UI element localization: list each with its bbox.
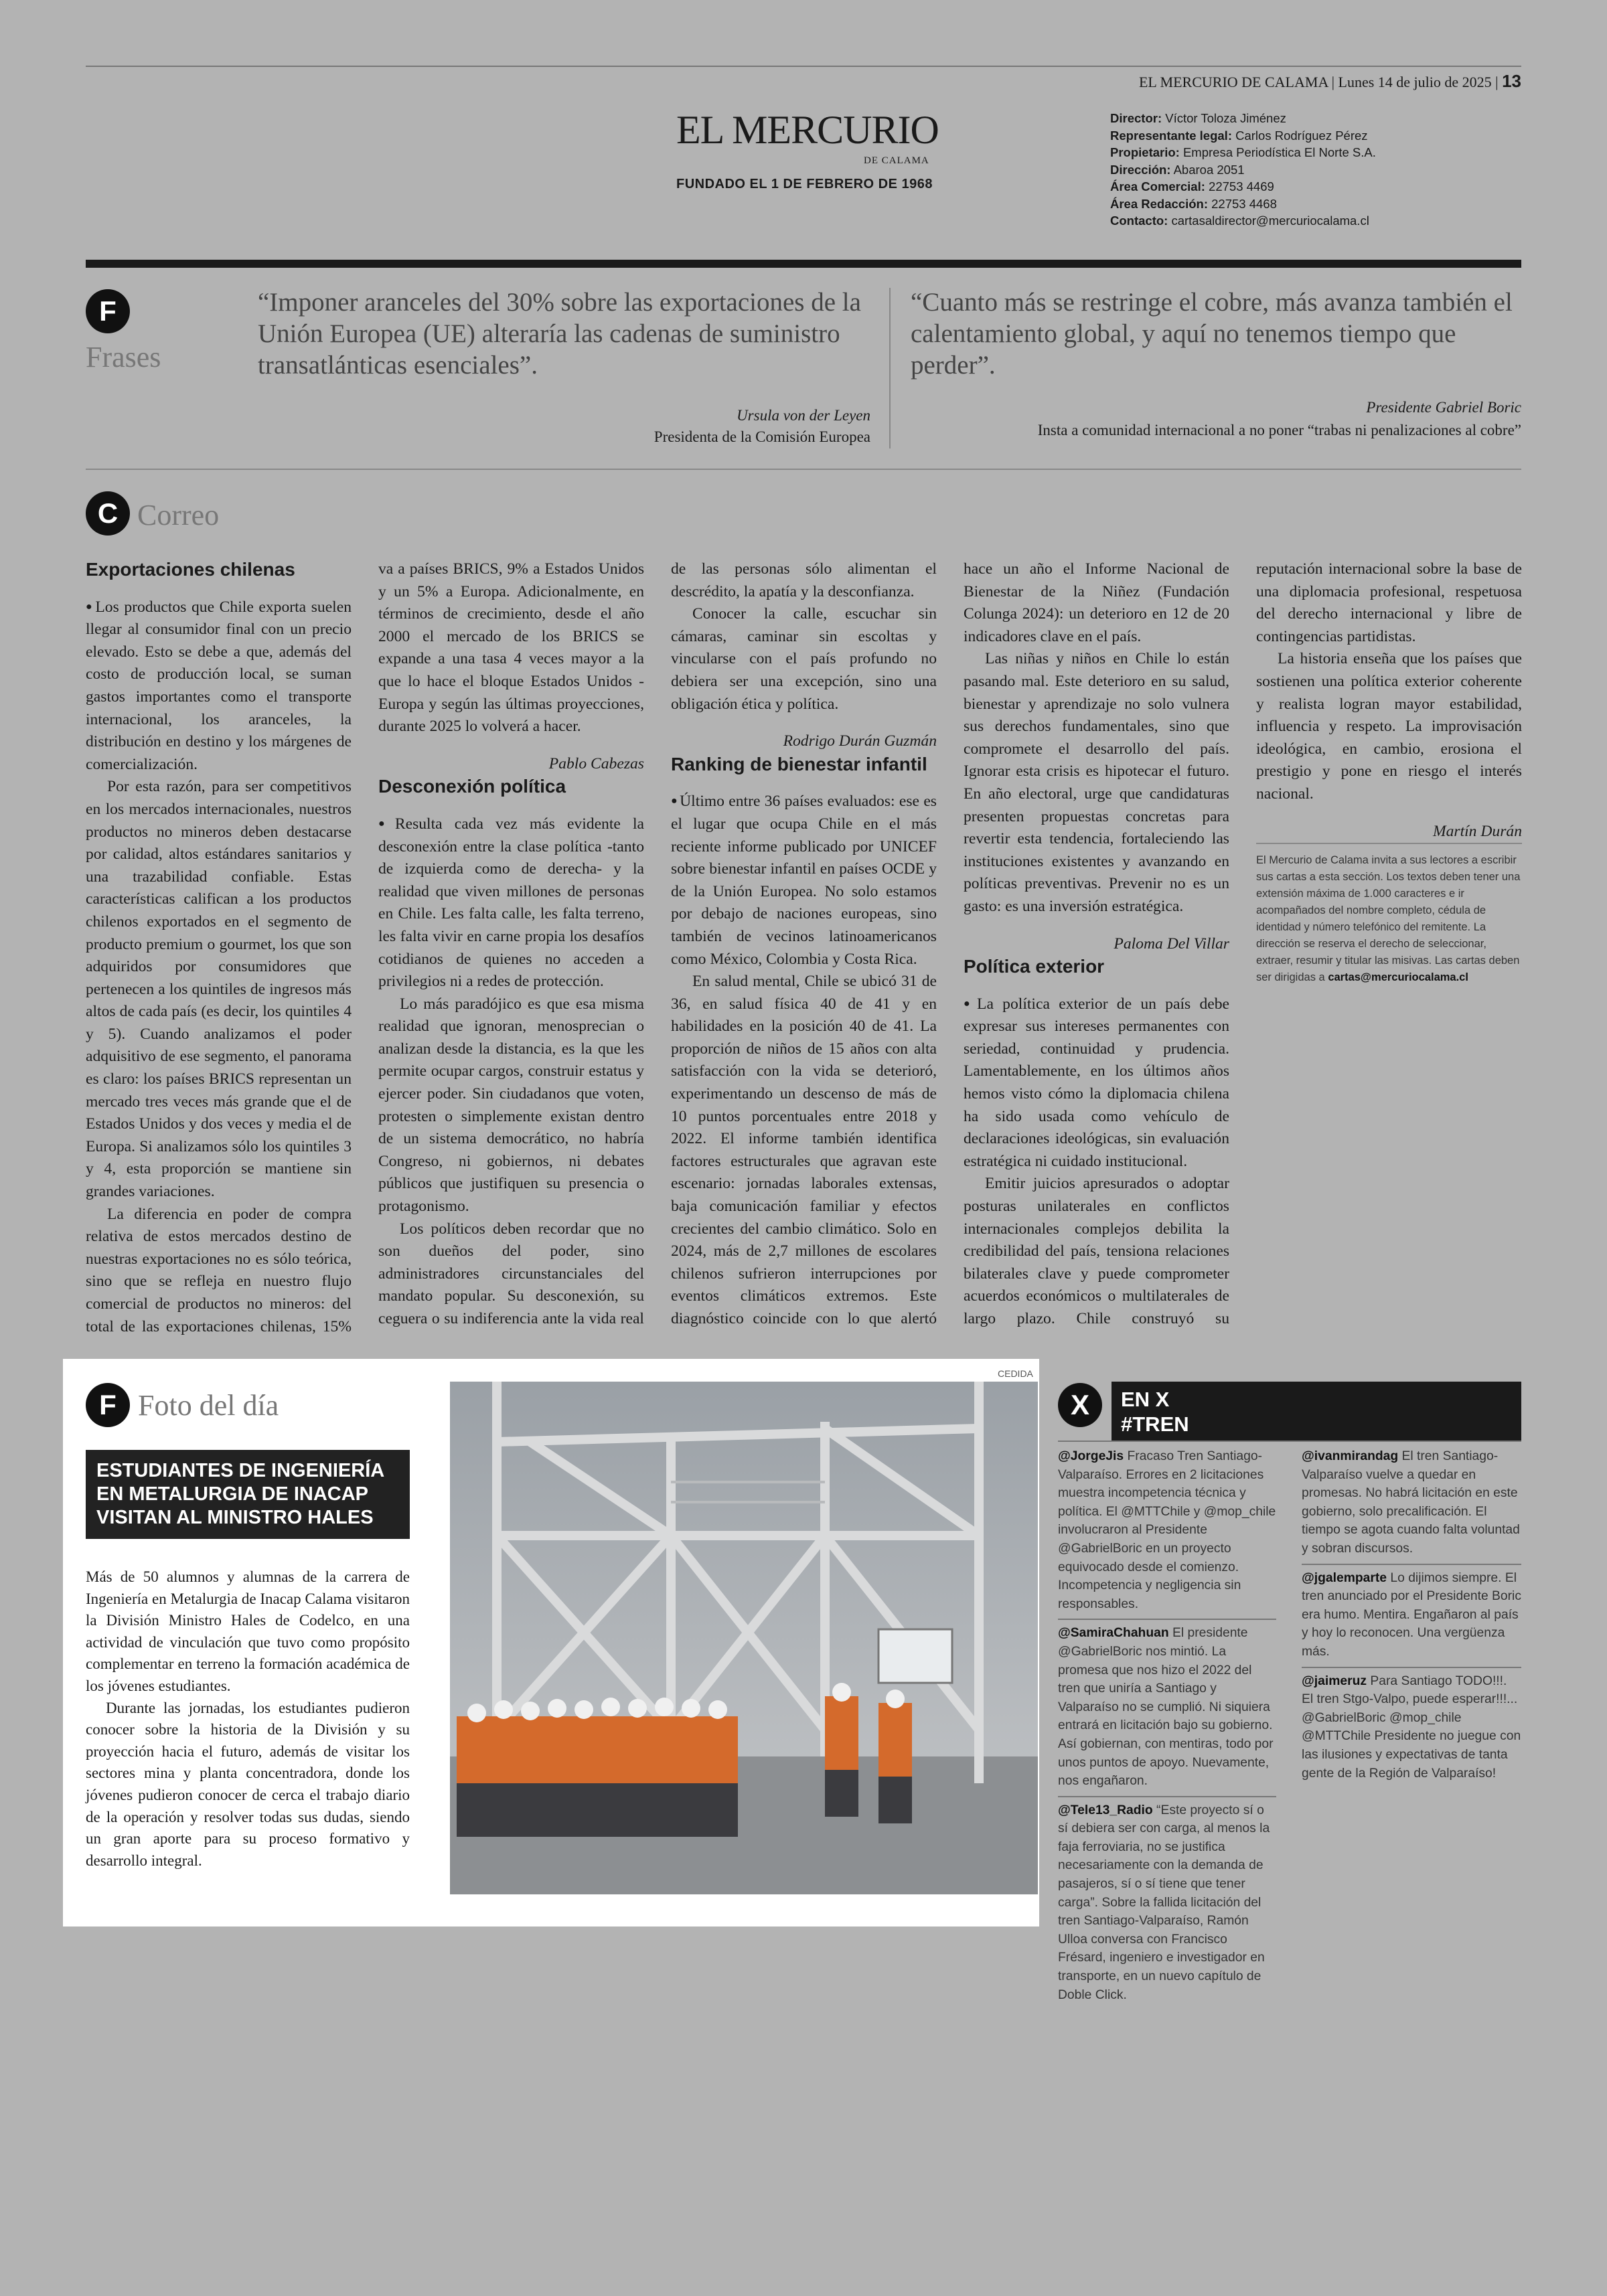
staff-value: 22753 4469 [1209,179,1274,193]
foto-caption [86,1566,410,1872]
staff-label: Representante legal: [1110,128,1232,143]
bullet-icon: ● [378,817,393,829]
correo-columns [86,558,1522,1348]
letters-note [1256,843,1522,986]
letter-signature: Paloma Del Villar [1114,934,1229,953]
letter-signature: Rodrigo Durán Guzmán [783,732,937,750]
staff-value: Abaroa 2051 [1173,162,1245,177]
staff-value: 22753 4468 [1211,196,1277,211]
staff-row [1110,161,1376,179]
staff-row [1110,195,1376,213]
staff-value: Víctor Toloza Jiménez [1165,111,1286,125]
tweet-user[interactable]: @ivanmirandag [1302,1449,1399,1463]
bullet-icon: ● [86,600,94,612]
tweet-text: El tren Santiago-Valparaíso vuelve a quedar en promesas. No habrá licitación en este gobierno, solo precalificación. El tiempo se agota cuando falta voluntad y sobran discursos. [1302,1449,1520,1556]
page-number: 13 [1502,71,1521,91]
tweet [1058,1443,1276,1620]
folio: EL MERCURIO DE CALAMA | Lunes 14 de julio de 2025 | 13 [1138,71,1521,91]
founded-date: FUNDADO EL 1 DE FEBRERO DE 1968 [676,177,933,191]
staff-label: Contacto: [1110,214,1168,228]
letter-paragraph: Conocer la calle, escuchar sin cámaras, caminar sin escoltas y vincularse con el país profundo no debiera ser una excepción, sino una obligación ética y política. [671,605,937,713]
letter-title: Ranking de bienestar infantil [671,753,927,774]
letter-paragraph: En salud mental, Chile se ubicó 31 de 36, en salud física 40 de 41 y en habilidades en la posición 40 de 41. La proporción de niños de 15 años con alta satisfacción con la vida se deterioró, experimentando un descenso de más de 10 puntos porcentuales entre 2018 y 2022. El informe también identifica factores estructurales que agravan este escenario: jornadas laborales extensas, baja comunicación familiar y efectos crecientes del cambio climático. Solo en 2024, más de 2,7 millones de escolares chilenos sufrieron interrupciones por eventos climáticos extremos. Este diagnóstico coincide con lo que alertó hace un año el Informe Nacional de Bienestar de la Niñez (Fundación Colunga 2024): un deterioro en 12 de 20 indicadores clave en el país. [671,560,1229,1327]
staff-label: Director: [1110,111,1162,125]
letters-email[interactable]: cartas@mercuriocalama.cl [1328,971,1468,984]
staff-value: cartasaldirector@mercuriocalama.cl [1171,214,1369,228]
quote-1-text: “Imponer aranceles del 30% sobre las exportaciones de la Unión Europea (UE) alteraría las cadenas de suministro transatlánticas esenciales”. [258,288,861,380]
tweet-user[interactable]: @Tele13_Radio [1058,1803,1153,1817]
quote-1-role: Presidenta de la Comisión Europea [654,428,870,445]
frases-section-title: Frases [86,341,161,374]
staff-row [1110,212,1376,230]
staff-row [1110,144,1376,161]
letter-paragraph: Las niñas y niños en Chile lo están pasando mal. Este deterioro en su salud, bienestar y aprendizaje no solo vulnera sus derechos fundamentales, sino que compromete el desarrollo del país. Ignorar esta crisis es hipotecar el futuro. En año electoral, urge que candidaturas presenten propuestas concretas para revertir esta tendencia, fortaleciendo las instituciones existentes y avanzando en políticas preventivas. Prevenir no es un gasto: es una inversión estratégica. [964,650,1229,915]
staff-label: Área Comercial: [1110,179,1205,193]
foto-badge: F [86,1383,130,1427]
tweet-text: El presidente @GabrielBoric nos mintió. La promesa que nos hizo el 2022 del tren que uniría a Santiago y Valparaíso no se cumplió. Ni siquiera entrará en licitación bajo su gobierno. Así gobiernan, con mentiras, todo por unos puntos de apoyo. Nuevamente, nos engañaron. [1058,1626,1274,1789]
staff-row [1110,110,1376,127]
staff-box [1110,110,1376,230]
folio-date: Lunes 14 de julio de 2025 [1338,74,1492,90]
masthead-subtitle: DE CALAMA [864,155,929,166]
letter-title: Exportaciones chilenas [86,559,295,580]
tweet-user[interactable]: @jaimeruz [1302,1673,1367,1688]
foto-headline: ESTUDIANTES DE INGENIERÍA EN METALURGIA DE INACAP VISITAN AL MINISTRO HALES [86,1450,410,1539]
letter-paragraph: Lo más paradójico es que esa misma realidad que ignoran, menosprecian o analizan desde la distancia, es la que les permite ocupar cargos, construir estatus y ejercer poder. Sin ciudadanos que voten, protesten o simplemente existan dentro de un sistema democrático, no habría Congreso, ni gobiernos, ni debates públicos que justifiquen su presencia o protagonismo. [378,995,644,1216]
tweet [1058,1797,1276,2010]
letter-paragraph: ● La política exterior de un país debe expresar sus intereses permanentes con seriedad, continuidad y prudencia. Lamentablemente, en los últimos años hemos visto cómo la diplomacia chilena ha sido usada como vehículo de declaraciones ideológicas, sin evaluación estratégica ni cuidado institucional. [964,995,1229,1170]
x-tweets-column-1 [1058,1443,1276,2010]
students-photo [450,1382,1038,1894]
x-title-line-1: EN X [1121,1388,1170,1411]
letter-paragraph: La diferencia en poder de compra relativa de estos mercados destino de nuestras exportaciones no es sólo teórica, sino que se refleja en nuestro flujo comercial de productos no mineros: del total de las exportaciones chilenas, 15% va a países BRICS, 9% a Estados Unidos y un 5% a Europa. Adicionalmente, en términos de crecimiento, desde el año 2000 el mercado de los BRICS se expande a una tasa 4 veces mayor a la que lo hace el bloque Estados Unidos - Europa y según las últimas proyecciones, durante 2025 lo volverá a hacer. [86,560,644,1335]
staff-row [1110,127,1376,145]
correo-section-title: Correo [137,499,220,531]
frases-bottom-rule [86,469,1521,470]
masthead-title: EL MERCURIO [676,108,939,152]
foto-paragraph: Durante las jornadas, los estudiantes pudieron conocer sobre la historia de la División y su proyección hacia el futuro, además de visitar los sectores mina y planta concentradora, donde los jóvenes pudieron conocer de cerca el trabajo diario de la operación y resolver todas sus dudas, siendo un gran aporte para su proceso formativo y desarrollo integral. [86,1699,410,1869]
quote-1-author: Ursula von der Leyen [737,407,870,424]
quote-2-role: Insta a comunidad internacional a no poner “trabas ni penalizaciones al cobre” [1037,422,1521,438]
photo-illustration [450,1382,1038,1894]
letter-title: Política exterior [964,956,1105,977]
x-section-title [1112,1382,1521,1442]
staff-label: Área Redacción: [1110,196,1208,211]
staff-value: Empresa Periodística El Norte S.A. [1182,145,1376,159]
letter-paragraph: La historia enseña que los países que sostienen una política exterior coherente y realista logran mayor estabilidad, influencia y respeto. La improvisación ideológica, en cambio, erosiona el prestigio y pone en riesgo el interés nacional. [1256,650,1522,803]
x-badge: X [1058,1383,1102,1427]
letter-paragraph: Por esta razón, para ser competitivos en los mercados internacionales, nuestros productos no mineros deben destacarse por calidad, altos estándares sanitarios y una trazabilidad confiable. Estas características califican a los productos chilenos exportados en el segmento de producto premium o gourmet, los que son adquiridos por consumidores que pertenecen a los quintiles de ingresos más altos de cada país (es decir, los quintiles 4 y 5). Cuando analizamos el poder adquisitivo de ese segmento, el panorama es claro: los países BRICS representan un mercado tres veces más grande que el de Estados Unidos y dos veces y media el de Europa. Si analizamos sólo los quintiles 3 y 4, esta proporción se mantiene sin grandes variaciones. [86,778,352,1201]
staff-label: Propietario: [1110,145,1180,159]
letter-paragraph: ● Los productos que Chile exporta suelen llegar al consumidor final con un precio elevado. Esto se debe a que, además del costo de producción local, se suman gastos importantes como el transporte internacional, los aranceles, la distribución en destino y los márgenes de comercialización. [86,598,352,773]
header-thick-rule [86,260,1521,268]
letter-signature: Pablo Cabezas [548,754,644,772]
tweet-user[interactable]: @jgalemparte [1302,1570,1387,1585]
tweet [1302,1668,1521,1789]
foto-section-title: Foto del día [138,1389,279,1422]
tweet [1058,1620,1276,1797]
letter-title: Desconexión política [378,776,566,797]
letter-signature: Martín Durán [1432,822,1522,840]
letter-paragraph: Emitir juicios apresurados o adoptar posturas unilaterales en conflictos internacionales complejos debilita la credibilidad del país, tensiona relaciones bilaterales clave y puede comprometer acuerdos económicos o multilaterales de largo plazo. Chile construyó su reputación internacional sobre la base de una diplomacia profesional, respetuosa del derecho internacional y libre de contingencias partidistas. [964,560,1522,1327]
correo-badge: C [86,491,130,536]
tweet-user[interactable]: @SamiraChahuan [1058,1626,1169,1641]
letter-paragraph: ● Último entre 36 países evaluados: ese es el lugar que ocupa Chile en el más reciente informe publicado por UNICEF sobre bienestar infantil en países OCDE y de la Unión Europea. No solo estamos por debajo de naciones europeas, sino también de vecinos latinoamericanos como México, Colombia y Costa Rica. [671,793,937,968]
x-title-line-2: #TREN [1121,1412,1189,1436]
photo-credit: CEDIDA [998,1368,1033,1379]
tweet-text: Fracaso Tren Santiago-Valparaíso. Errores en 2 licitaciones muestra incompetencia técnica y política. El @MTTChile y @mop_chile involucraron al Presidente @GabrielBoric en un proyecto equivocado desde el comienzo. Incompetencia y negligencia sin responsables. [1058,1449,1276,1611]
foto-paragraph: Más de 50 alumnos y alumnas de la carrera de Ingeniería en Metalurgia de Inacap Calama visitaron la División Ministro Hales de Codelco, en una actividad de vinculación que tuvo como propósito complementar en terreno la formación académica de los jóvenes estudiantes. [86,1568,410,1694]
x-tweets-column-2 [1302,1443,1521,1788]
staff-label: Dirección: [1110,162,1171,177]
letter-paragraph: Los políticos deben recordar que no son dueños del poder, sino administradores circunstanciales del mandato popular. Su desconexión, su ceguera o su indiferencia ante la vida real de las personas sólo alimentan el descrédito, la apatía y la desconfianza. [378,560,937,1327]
x-rule [1058,1441,1521,1442]
bullet-icon: ● [964,997,976,1009]
tweet [1302,1443,1521,1565]
letter-paragraph: ● Resulta cada vez más evidente la desconexión entre la clase política -tanto de izquierda como de derecha- y la realidad que viven millones de personas en Chile. Les falta calle, les falta terreno, les falta vivir en carne propia los desafíos cotidianos de quienes no acceden a privilegios ni a redes de protección. [378,815,644,991]
tweet-text: “Este proyecto sí o sí debiera ser con carga, al menos la faja ferroviaria, no se justifica necesariamente con la demanda de pasajeros, sí o sí tiene que tener carga”. Sobre la fallida licitación del tren Santiago-Valparaíso, Ramón Ulloa conversa con Francisco Frésard, ingeniero e investigador en transporte, en un nuevo capítulo de Doble Click. [1058,1803,1270,2002]
staff-value: Carlos Rodríguez Pérez [1235,128,1368,143]
quote-2-author: Presidente Gabriel Boric [1366,399,1521,416]
bullet-icon: ● [671,795,678,807]
tweet [1302,1565,1521,1668]
frases-badge: F [86,289,130,333]
folio-paper: EL MERCURIO DE CALAMA [1138,74,1328,90]
letters-note-text: El Mercurio de Calama invita a sus lectores a escribir sus cartas a esta sección. Los textos deben tener una extensión máxima de 1.000 caracteres e ir acompañados del nombre completo, cédula de identidad y número telefónico del remitente. La dirección se reserva el derecho de seleccionar, extraer, resumir y titular las misivas. Las cartas deben ser dirigidas a [1256,854,1521,984]
quotes-divider [889,288,891,448]
tweet-user[interactable]: @JorgeJis [1058,1449,1124,1463]
tweet-text: Para Santiago TODO!!!. El tren Stgo-Valpo, puede esperar!!!... @GabrielBoric @mop_chile @MTTChile Presidente no juegue con las ilusiones y expectativas de tanta gente de la Región de Valparaíso! [1302,1673,1521,1781]
top-rule [86,66,1521,67]
quote-2-text: “Cuanto más se restringe el cobre, más avanza también el calentamiento global, y aquí no tenemos tiempo que perder”. [911,288,1513,380]
staff-row [1110,178,1376,195]
tweet-text: Lo dijimos siempre. El tren anunciado por el Presidente Boric era humo. Mentira. Engañaron al país y hoy lo reconocen. Una vergüenza más. [1302,1570,1521,1659]
